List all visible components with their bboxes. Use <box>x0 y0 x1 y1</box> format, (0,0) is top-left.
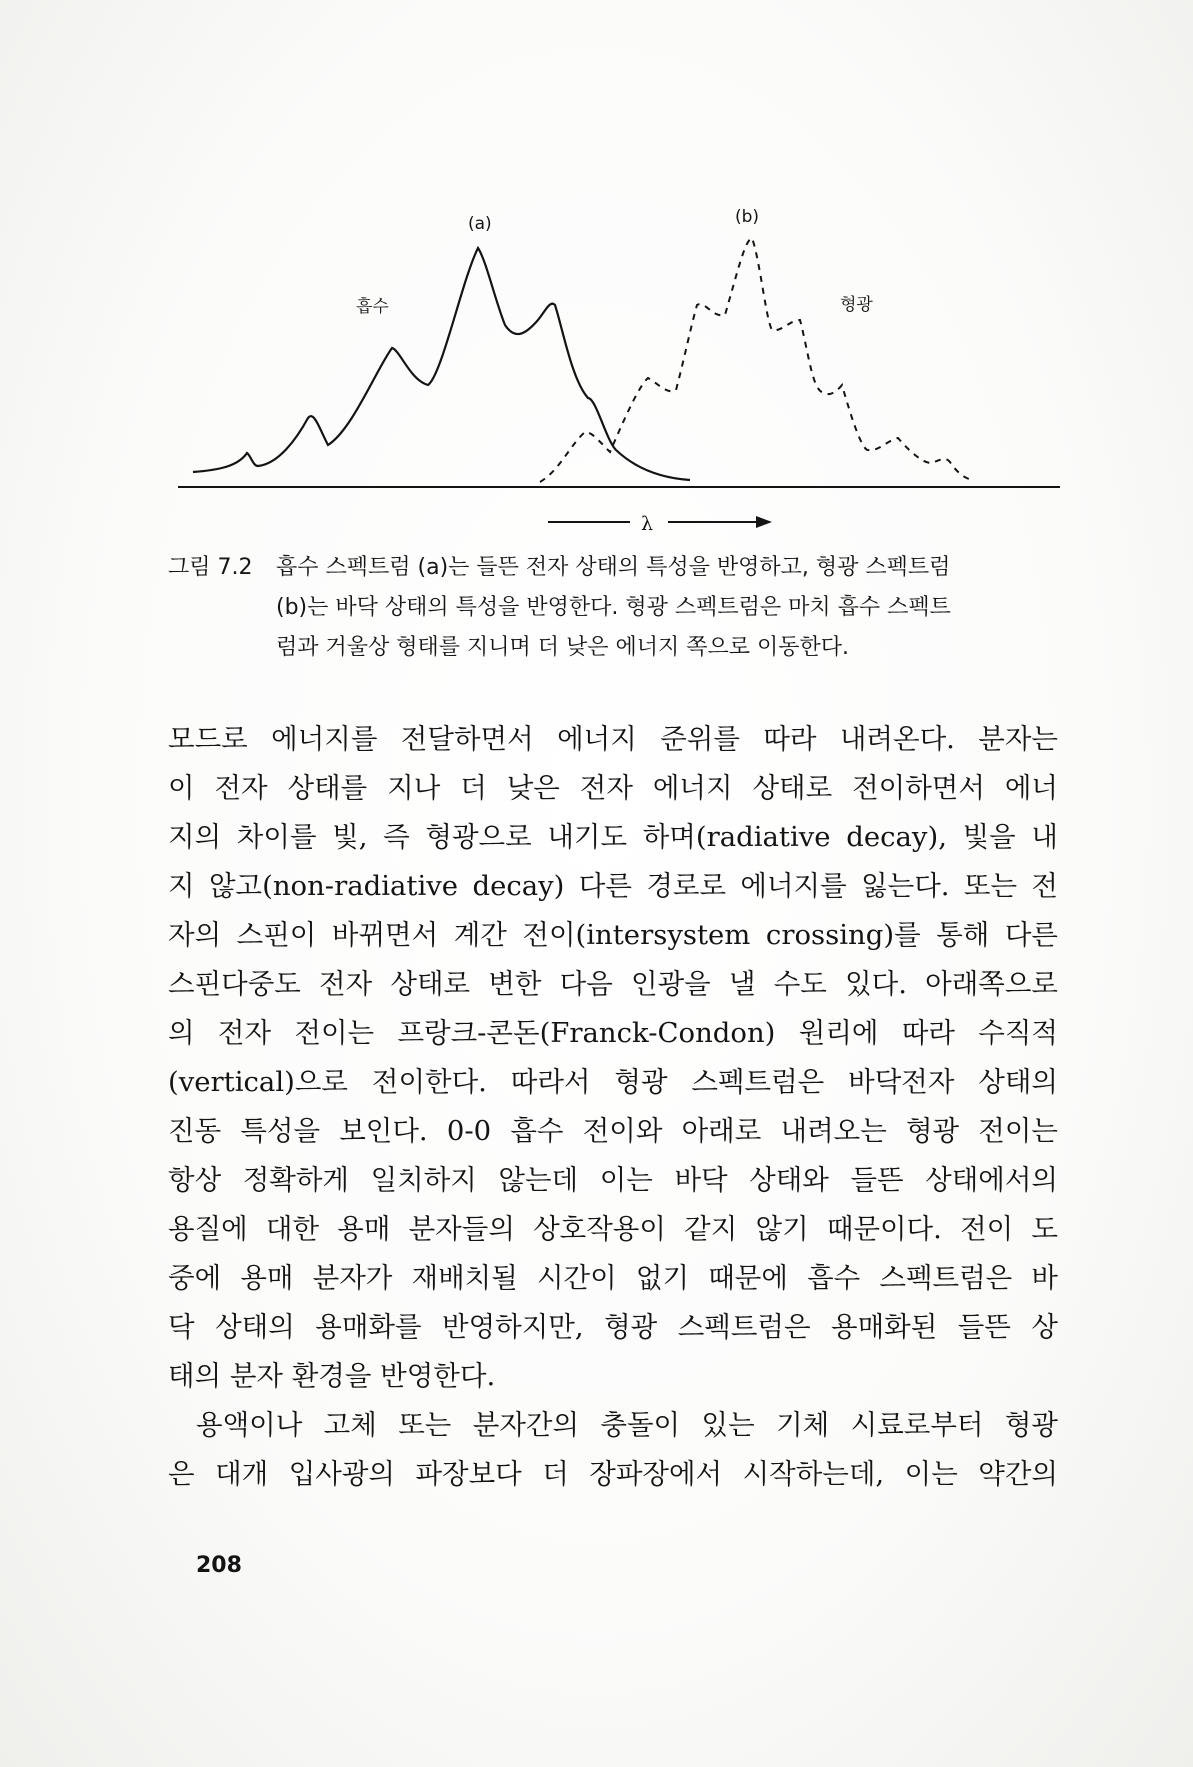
caption-line: 럼과 거울상 형태를 지니며 더 낮은 에너지 쪽으로 이동한다. <box>276 635 849 660</box>
arrow-head-icon <box>756 516 772 528</box>
text-line: 태의 분자 환경을 반영한다. <box>168 1360 496 1392</box>
text-line: 자의 스핀이 바뀌면서 계간 전이(intersystem crossing)를 통해 다른 <box>168 919 1058 951</box>
page-number: 208 <box>196 1553 242 1578</box>
text-line: (vertical)으로 전이한다. 따라서 형광 스펙트럼은 바닥전자 상태의 <box>168 1066 1058 1098</box>
text-line: 항상 정확하게 일치하지 않는데 이는 바닥 상태와 들뜬 상태에서의 <box>168 1164 1058 1196</box>
text-line: 지 않고(non-radiative decay) 다른 경로로 에너지를 잃는다. 또는 전 <box>168 870 1058 902</box>
fluorescence-curve <box>540 238 972 482</box>
text-line: 모드로 에너지를 전달하면서 에너지 준위를 따라 내려온다. 분자는 <box>168 723 1058 755</box>
text-line: 지의 차이를 빛, 즉 형광으로 내기도 하며(radiative decay), 빛을 내 <box>168 821 1058 853</box>
text-line: 중에 용매 분자가 재배치될 시간이 없기 때문에 흡수 스펙트럼은 바 <box>168 1262 1058 1294</box>
text-line: 은 대개 입사광의 파장보다 더 장파장에서 시작하는데, 이는 약간의 <box>168 1458 1058 1490</box>
text-line: 용액이나 고체 또는 분자간의 충돌이 있는 기체 시료로부터 형광 <box>196 1409 1058 1441</box>
figure-caption <box>168 548 1058 668</box>
text-line: 용질에 대한 용매 분자들의 상호작용이 같지 않기 때문이다. 전이 도 <box>168 1213 1058 1245</box>
text-line: 이 전자 상태를 지나 더 낮은 전자 에너지 상태로 전이하면서 에너 <box>168 772 1058 804</box>
text-line: 의 전자 전이는 프랑크-콘돈(Franck-Condon) 원리에 따라 수직적 <box>168 1017 1058 1049</box>
caption-line <box>168 548 1058 588</box>
text-line: 스핀다중도 전자 상태로 변한 다음 인광을 낼 수도 있다. 아래쪽으로 <box>168 968 1058 1000</box>
absorption-label: 흡수 <box>356 297 389 317</box>
fluorescence-label: 형광 <box>840 295 873 315</box>
body-text <box>168 715 1058 1499</box>
absorption-curve <box>193 248 690 480</box>
peak-label-b: (b) <box>735 207 760 227</box>
text-line: 닥 상태의 용매화를 반영하지만, 형광 스펙트럼은 용매화된 들뜬 상 <box>168 1311 1058 1343</box>
peak-label-a: (a) <box>468 214 492 234</box>
caption-text: 흡수 스펙트럼 (a)는 들뜬 전자 상태의 특성을 반영하고, 형광 스펙트럼 <box>276 555 951 580</box>
spectrum-figure <box>0 0 1193 540</box>
caption-number: 그림 7.2 <box>168 555 253 580</box>
caption-line: (b)는 바닥 상태의 특성을 반영한다. 형광 스펙트럼은 마치 흡수 스펙트 <box>276 595 951 620</box>
text-line: 진동 특성을 보인다. 0-0 흡수 전이와 아래로 내려오는 형광 전이는 <box>168 1115 1058 1147</box>
wavelength-label: λ <box>641 513 654 535</box>
